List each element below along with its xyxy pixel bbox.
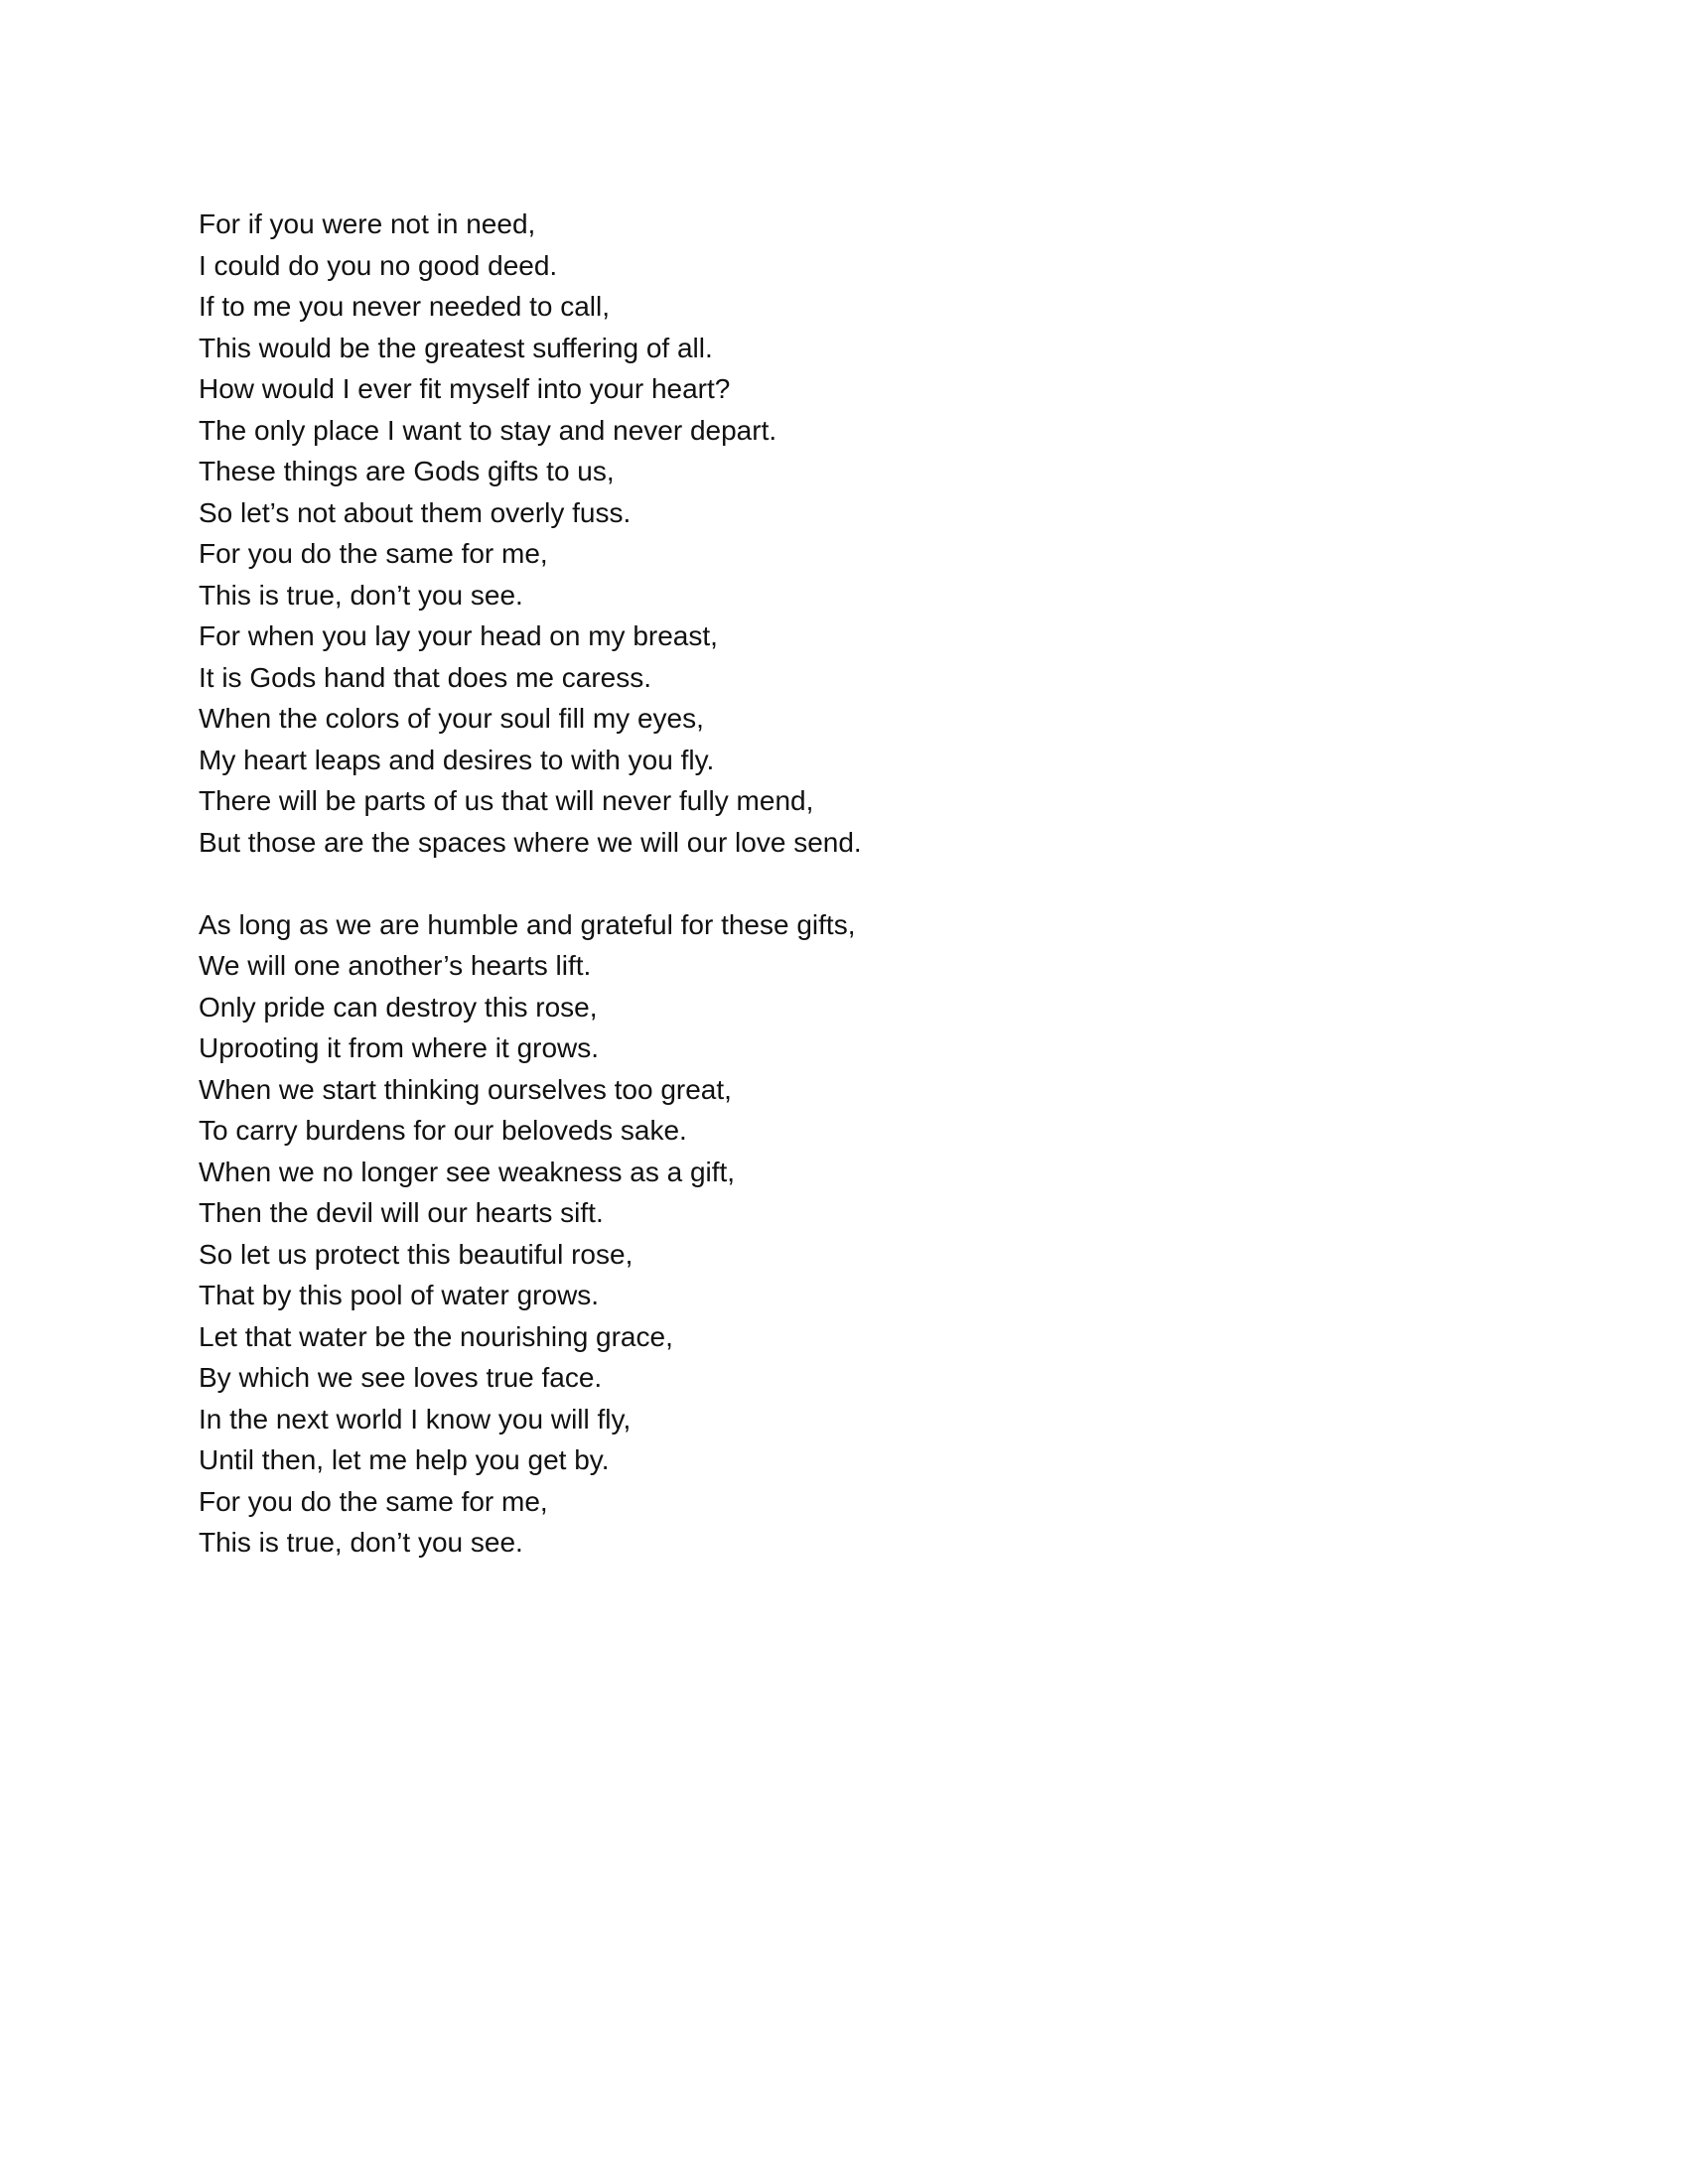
poem-line: When we start thinking ourselves too great, — [199, 1073, 732, 1105]
poem-line: For you do the same for me, — [199, 538, 548, 569]
poem-line: There will be parts of us that will never fully mend, — [199, 785, 814, 816]
poem-line: By which we see loves true face. — [199, 1362, 603, 1393]
poem-line: How would I ever fit myself into your heart? — [199, 373, 731, 404]
poem-body — [199, 204, 1489, 1564]
stanza — [199, 204, 1489, 863]
poem-line: If to me you never needed to call, — [199, 291, 611, 322]
poem-line: So let us protect this beautiful rose, — [199, 1238, 633, 1270]
poem-line: It is Gods hand that does me caress. — [199, 661, 652, 693]
stanza — [199, 904, 1489, 1564]
poem-line: The only place I want to stay and never depart. — [199, 414, 777, 446]
poem-line: Uprooting it from where it grows. — [199, 1032, 600, 1063]
poem-line: My heart leaps and desires to with you fly. — [199, 744, 715, 775]
poem-line: This would be the greatest suffering of all. — [199, 332, 713, 363]
poem-line: When we no longer see weakness as a gift, — [199, 1156, 736, 1187]
poem-line: This is true, don’t you see. — [199, 579, 523, 611]
poem-line: Let that water be the nourishing grace, — [199, 1320, 673, 1352]
poem-line: For you do the same for me, — [199, 1485, 548, 1517]
poem-line: For if you were not in need, — [199, 208, 536, 239]
poem-line: These things are Gods gifts to us, — [199, 456, 615, 486]
poem-line: This is true, don’t you see. — [199, 1527, 523, 1558]
poem-line: We will one another’s hearts lift. — [199, 950, 592, 981]
poem-line: That by this pool of water grows. — [199, 1280, 600, 1310]
poem-line: I could do you no good deed. — [199, 249, 558, 281]
poem-line: When the colors of your soul fill my eyes, — [199, 703, 704, 734]
poem-line: So let’s not about them overly fuss. — [199, 496, 632, 528]
poem-line: Until then, let me help you get by. — [199, 1444, 610, 1475]
poem-line: As long as we are humble and grateful for these gifts, — [199, 908, 856, 940]
poem-line: But those are the spaces where we will our love send. — [199, 826, 862, 858]
poem-line: To carry burdens for our beloveds sake. — [199, 1115, 687, 1146]
poem-line: Only pride can destroy this rose, — [199, 991, 598, 1023]
poem-line: Then the devil will our hearts sift. — [199, 1197, 604, 1228]
poem-line: In the next world I know you will fly, — [199, 1403, 632, 1434]
poem-line: For when you lay your head on my breast, — [199, 620, 718, 651]
